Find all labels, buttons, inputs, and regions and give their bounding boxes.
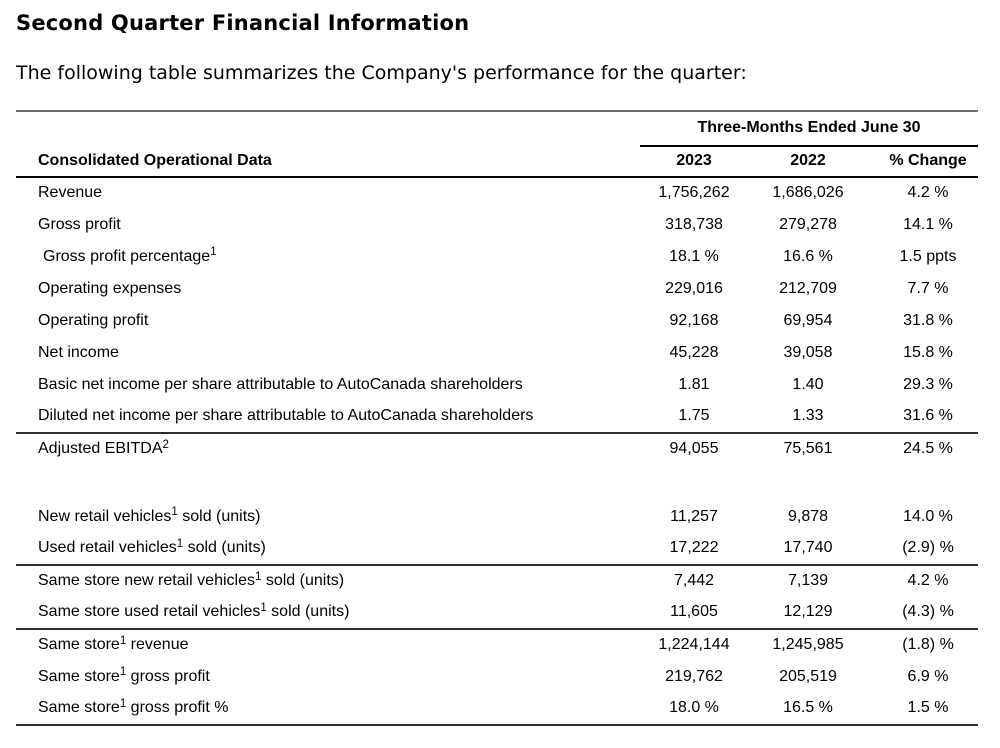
row-label: Adjusted EBITDA$^2$: [38, 438, 169, 458]
footnote-marker: 1: [260, 601, 267, 614]
cell-2022: 1,245,985: [772, 636, 844, 654]
table-row: [16, 433, 978, 465]
table-row: [16, 629, 978, 661]
row-label: Revenue: [38, 184, 103, 202]
footnote-marker: 2: [162, 438, 169, 451]
group-header: Three-Months Ended June 30: [640, 111, 978, 146]
column-header-label: Consolidated Operational Data: [16, 146, 640, 177]
column-header-change: % Change: [868, 146, 978, 177]
cell-2023: 45,228: [669, 343, 719, 361]
table-row: [16, 693, 978, 725]
cell-2023: 1.75: [640, 401, 748, 433]
cell-change: (1.8) %: [902, 636, 954, 654]
table-row: [16, 209, 978, 241]
cell-2023: 18.1 %: [669, 247, 719, 265]
cell-2023: 11,257: [670, 507, 718, 525]
row-label: New retail vehicles$^1$ sold (units): [38, 506, 261, 525]
row-label: Net income: [38, 343, 119, 361]
footnote-marker: 1: [119, 634, 127, 647]
spacer-row: [16, 465, 978, 501]
group-header-spacer: [16, 111, 640, 146]
cell-change: 31.8 %: [903, 311, 953, 329]
cell-change: 14.1 %: [903, 215, 953, 233]
table-row: [16, 369, 978, 401]
cell-change: 14.0 %: [903, 507, 953, 525]
row-label: Gross profit percentage$^1$: [43, 246, 217, 265]
footnote-marker: 1: [254, 570, 262, 583]
table-row: [16, 337, 978, 369]
cell-2023: 318,738: [665, 215, 723, 233]
cell-2022: 1.40: [792, 375, 824, 393]
cell-2022: 279,278: [779, 215, 837, 233]
cell-change: 29.3 %: [903, 375, 953, 393]
table-row: [16, 533, 978, 565]
table-row: [16, 401, 978, 433]
row-label: Same store$^1$ revenue: [38, 634, 189, 654]
footnote-marker: 1: [210, 246, 217, 259]
financial-table: [16, 110, 978, 726]
cell-2022: 12,129: [748, 597, 868, 629]
cell-2022: 9,878: [787, 507, 829, 525]
cell-change: 4.2 %: [907, 572, 949, 590]
cell-change: (4.3) %: [868, 597, 978, 629]
column-header-2022: 2022: [748, 146, 868, 177]
table-row: [16, 661, 978, 693]
table-row: [16, 273, 978, 305]
footnote-marker: 1: [119, 666, 127, 679]
cell-2023: 1,756,262: [658, 184, 730, 202]
row-label: Operating profit: [38, 311, 149, 329]
row-label: Same store$^1$ gross profit: [38, 666, 210, 685]
cell-2022: 1,686,026: [772, 184, 844, 202]
cell-2023: 219,762: [665, 667, 723, 685]
cell-change: 1.5 %: [868, 693, 978, 725]
row-label: Same store$^1$ gross profit %: [16, 693, 640, 725]
cell-change: 7.7 %: [907, 279, 949, 297]
cell-2023: 229,016: [665, 279, 723, 297]
cell-change: 31.6 %: [868, 401, 978, 433]
spacer-cell: [16, 465, 978, 501]
cell-change: 4.2 %: [907, 184, 949, 202]
cell-2022: 16.5 %: [748, 693, 868, 725]
row-label: Same store used retail vehicles$^1$ sold (units): [16, 597, 640, 629]
cell-change: 6.9 %: [907, 667, 949, 685]
cell-change: 1.5 ppts: [899, 247, 957, 265]
cell-2023: 92,168: [669, 311, 719, 329]
row-label: Basic net income per share attributable to AutoCanada shareholders: [38, 375, 523, 393]
cell-2023: 11,605: [640, 597, 748, 629]
footnote-marker: 1: [119, 697, 127, 710]
cell-change: 24.5 %: [903, 440, 953, 458]
column-header-2023: 2023: [640, 146, 748, 177]
row-label: Same store new retail vehicles$^1$ sold (units): [38, 570, 345, 590]
row-label: Gross profit: [38, 215, 121, 233]
cell-2022: 212,709: [779, 279, 837, 297]
table-row: [16, 177, 978, 209]
cell-2023: 7,442: [673, 572, 715, 590]
group-header-row: [16, 111, 978, 146]
cell-2023: 94,055: [669, 440, 719, 458]
cell-change: (2.9) %: [868, 533, 978, 565]
footnote-marker: 1: [171, 506, 178, 519]
footnote-marker: 1: [176, 537, 184, 550]
row-label: Used retail vehicles$^1$ sold (units): [16, 533, 640, 565]
table-row: [16, 241, 978, 273]
column-header-row: [16, 146, 978, 177]
cell-2023: 1,224,144: [658, 636, 730, 654]
page-subtitle: The following table summarizes the Company's performance for the quarter:: [16, 62, 747, 85]
cell-2023: 18.0 %: [640, 693, 748, 725]
cell-2022: 39,058: [783, 343, 833, 361]
row-label: Operating expenses: [38, 279, 182, 297]
cell-2022: 16.6 %: [783, 247, 833, 265]
cell-2022: 7,139: [787, 572, 829, 590]
table-row: [16, 597, 978, 629]
cell-2022: 75,561: [783, 440, 833, 458]
cell-change: 15.8 %: [903, 343, 953, 361]
page-title: Second Quarter Financial Information: [16, 11, 470, 35]
table-body: [16, 177, 978, 725]
cell-2022: 205,519: [779, 667, 837, 685]
table-row: [16, 501, 978, 533]
cell-2022: 1.33: [748, 401, 868, 433]
cell-2022: 17,740: [748, 533, 868, 565]
table-row: [16, 305, 978, 337]
cell-2023: 1.81: [678, 375, 710, 393]
row-label: Diluted net income per share attributable to AutoCanada shareholders: [16, 401, 640, 433]
table-row: [16, 565, 978, 597]
cell-2022: 69,954: [783, 311, 833, 329]
cell-2023: 17,222: [640, 533, 748, 565]
